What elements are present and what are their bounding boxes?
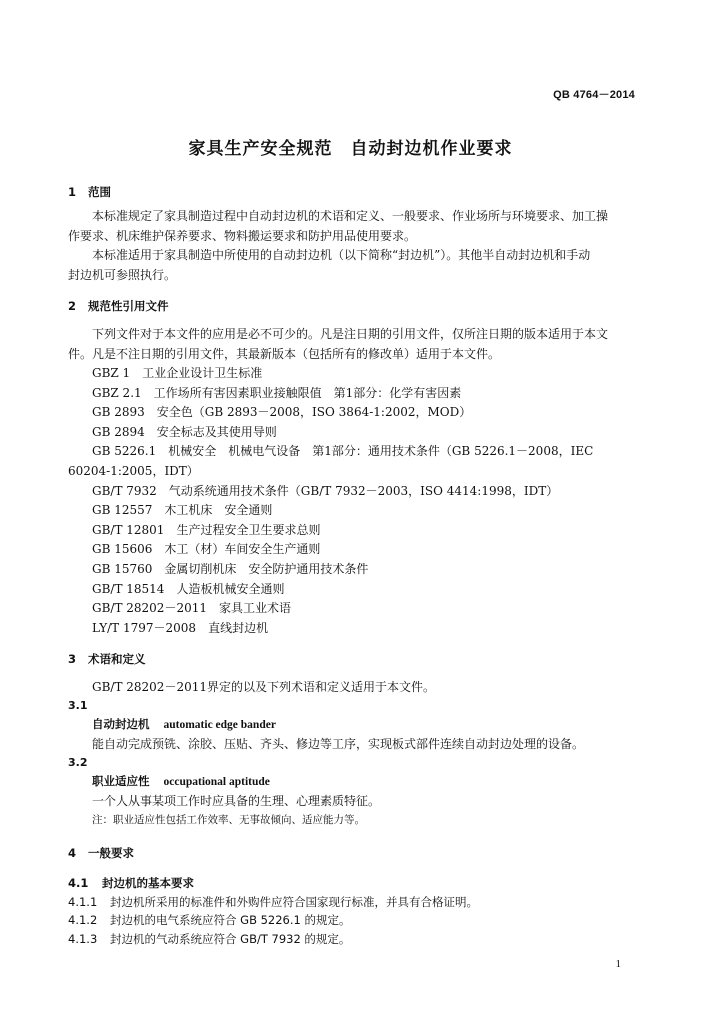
reference-item: GB/T 28202－2011 家具工业术语 xyxy=(92,601,291,616)
reference-item: GB/T 18514 人造板机械安全通则 xyxy=(92,581,285,596)
paragraph: 封边机可参照执行。 xyxy=(68,267,177,282)
reference-item: GB/T 12801 生产过程安全卫生要求总则 xyxy=(92,522,321,537)
term-name: 职业适应性 occupational aptitude xyxy=(92,774,270,789)
reference-item: GB 2893 安全色（GB 2893－2008，ISO 3864-1:2002，MOD） xyxy=(92,405,472,420)
section-4-heading: 4 一般要求 xyxy=(68,846,134,861)
document-title xyxy=(0,134,701,159)
reference-item: GB 15760 金属切削机床 安全防护通用技术条件 xyxy=(92,561,369,576)
reference-item: GB 15606 木工（材）车间安全生产通则 xyxy=(92,542,321,557)
document-body xyxy=(68,183,634,948)
term-definition: 能自动完成预铣、涂胶、压贴、齐头、修边等工序，实现板式部件连续自动封边处理的设备。 xyxy=(92,737,585,752)
clause-item: 4.1.3 封边机的气动系统应符合 GB/T 7932 的规定。 xyxy=(68,931,351,946)
paragraph: 本标准规定了家具制造过程中自动封边机的术语和定义、一般要求、作业场所与环境要求、加工操 xyxy=(92,209,609,223)
section-1-heading: 1 范围 xyxy=(68,185,111,199)
page-number: 1 xyxy=(615,958,621,970)
section-2-heading: 2 规范性引用文件 xyxy=(68,299,169,313)
paragraph: GB/T 28202－2011界定的以及下列术语和定义适用于本文件。 xyxy=(92,680,435,695)
reference-item-continued: 60204-1:2005，IDT） xyxy=(68,463,199,478)
clause-item: 4.1.2 封边机的电气系统应符合 GB 5226.1 的规定。 xyxy=(68,913,351,928)
term-number: 3.1 xyxy=(68,699,88,713)
paragraph: 本标准适用于家具制造中所使用的自动封边机（以下简称“封边机”）。其他半自动封边机和手动 xyxy=(92,248,591,262)
subsection-heading: 4.1 封边机的基本要求 xyxy=(68,876,194,891)
reference-item: GB/T 7932 气动系统通用技术条件（GB/T 7932－2003，ISO 4414:1998，IDT） xyxy=(92,483,559,498)
paragraph: 下列文件对于本文件的应用是必不可少的。凡是注日期的引用文件，仅所注日期的版本适用于本文 xyxy=(92,327,609,341)
reference-item: GB 2894 安全标志及其使用导则 xyxy=(92,424,277,439)
reference-item: GB 5226.1 机械安全 机械电气设备 第1部分：通用技术条件（GB 5226.1－2008，IEC xyxy=(92,444,594,459)
reference-item: GBZ 1 工业企业设计卫生标准 xyxy=(92,366,263,380)
term-number: 3.2 xyxy=(68,756,88,770)
title-part-2: 自动封边机作业要求 xyxy=(350,139,513,159)
paragraph: 件。凡是不注日期的引用文件，其最新版本（包括所有的修改单）适用于本文件。 xyxy=(68,346,501,361)
term-name: 自动封边机 automatic edge bander xyxy=(92,717,276,732)
term-note: 注：职业适应性包括工作效率、无事故倾向、适应能力等。 xyxy=(92,814,365,827)
clause-item: 4.1.1 封边机所采用的标准件和外购件应符合国家现行标准，并具有合格证明。 xyxy=(68,894,478,909)
reference-item: GB 12557 木工机床 安全通则 xyxy=(92,503,273,518)
reference-item: LY/T 1797－2008 直线封边机 xyxy=(92,620,269,635)
paragraph: 作要求、机床维护保养要求、物料搬运要求和防护用品使用要求。 xyxy=(68,228,417,243)
section-3-heading: 3 术语和定义 xyxy=(68,652,146,667)
reference-item: GBZ 2.1 工作场所有害因素职业接触限值 第1部分：化学有害因素 xyxy=(92,385,462,400)
term-definition: 一个人从事某项工作时应具备的生理、心理素质特征。 xyxy=(92,794,381,809)
standard-code: QB 4764－2014 xyxy=(553,89,635,101)
title-part-1: 家具生产安全规范 xyxy=(188,139,333,159)
